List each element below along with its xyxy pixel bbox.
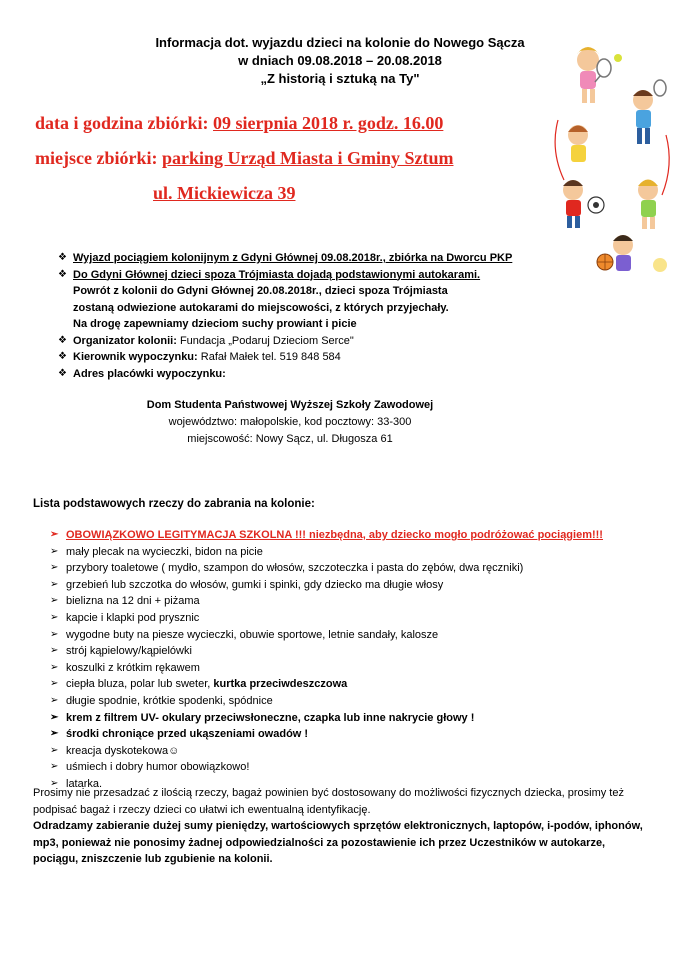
arrow-bullet-icon: ➢ <box>50 728 59 740</box>
arrow-bullet-icon: ➢ <box>50 645 59 657</box>
arrow-bullet-icon: ➢ <box>50 562 59 574</box>
meeting-street-line <box>153 183 295 204</box>
list-item <box>50 560 660 577</box>
list-item <box>50 527 660 544</box>
packing-item: środki chroniące przed ukąszeniami owadów ! <box>66 728 309 741</box>
packing-item: latarka. <box>66 777 103 790</box>
manager-label: Kierownik wypoczynku: <box>73 351 198 363</box>
address-block <box>120 397 460 448</box>
arrow-bullet-icon: ➢ <box>50 628 59 640</box>
packing-item: strój kąpielowy/kąpielówki <box>66 645 192 658</box>
list-item <box>50 627 660 644</box>
arrow-bullet-icon: ➢ <box>50 661 59 673</box>
address-name: Dom Studenta Państwowej Wyższej Szkoły Zawodowej <box>146 399 434 411</box>
packing-item: przybory toaletowe ( mydło, szampon do włosów, szczoteczka i pasta do zębów, dwa ręczniki) <box>66 562 524 575</box>
list-item <box>50 660 660 677</box>
list-item <box>50 710 660 727</box>
list-item <box>50 743 660 760</box>
meeting-place-label: miejsce zbiórki: <box>35 148 162 168</box>
children-playing-clipart <box>548 40 676 280</box>
packing-item: uśmiech i dobry humor obowiązkowo! <box>66 761 250 774</box>
packing-item: długie spodnie, krótkie spodenki, spódnice <box>66 694 273 707</box>
list-item <box>58 333 618 350</box>
list-item <box>58 366 618 383</box>
packing-list-title: Lista podstawowych rzeczy do zabrania na kolonie: <box>33 498 315 510</box>
packing-item: mały plecak na wycieczki, bidon na picie <box>66 545 263 558</box>
arrow-bullet-icon: ➢ <box>50 545 59 557</box>
packing-list <box>50 527 660 793</box>
footer-paragraph-1: Prosimy nie przesadzać z ilością rzeczy, bagaż powinien być dostosowany do możliwości fizycznych dziecka, prosimy też podpisać bagaż i rzeczy dzieci co ułatwi ich ewentualną identyfikację. <box>33 787 624 816</box>
meeting-date-value: 09 sierpnia 2018 r. godz. 16.00 <box>213 113 444 133</box>
diamond-bullet-icon: ❖ <box>58 367 67 379</box>
header-line-1: Informacja dot. wyjazdu dzieci na kolonie do Nowego Sącza <box>155 35 525 50</box>
child-head <box>577 49 599 71</box>
list-item <box>50 610 660 627</box>
list-item <box>50 544 660 561</box>
list-item <box>50 676 660 693</box>
train-departure-text: Wyjazd pociągiem kolonijnym z Gdyni Głównej 09.08.2018r., zbiórka na Dworcu PKP <box>73 252 513 264</box>
list-item <box>50 643 660 660</box>
arrow-bullet-icon: ➢ <box>50 595 59 607</box>
packing-item: kapcie i klapki pod prysznic <box>66 611 200 624</box>
manager-value: Rafał Małek tel. 519 848 584 <box>197 351 341 363</box>
packing-item: koszulki z krótkim rękawem <box>66 661 200 674</box>
meeting-date-line <box>35 113 443 134</box>
address-line-3: miejscowość: Nowy Sącz, ul. Długosza 61 <box>187 433 393 445</box>
return-line-1: Powrót z kolonii do Gdyni Głównej 20.08.2018r., dzieci spoza Trójmiasta <box>73 285 448 297</box>
jacket-prefix: ciepła bluza, polar lub sweter, <box>66 678 214 691</box>
diamond-bullet-icon: ❖ <box>58 268 67 280</box>
arrow-bullet-icon: ➢ <box>50 529 59 540</box>
list-item <box>50 693 660 710</box>
address-label: Adres placówki wypoczynku: <box>73 367 226 380</box>
packing-item: krem z filtrem UV- okulary przeciwsłoneczne, czapka lub inne nakrycie głowy ! <box>66 711 475 724</box>
arrow-bullet-icon: ➢ <box>50 578 59 590</box>
list-item <box>50 593 660 610</box>
diamond-bullet-icon: ❖ <box>58 252 67 263</box>
trip-info-list <box>58 250 618 382</box>
packing-item: grzebień lub szczotka do włosów, gumki i spinki, gdy dziecko ma długie włosy <box>66 578 444 591</box>
meeting-place-value: parking Urząd Miasta i Gminy Sztum <box>161 148 454 168</box>
diamond-bullet-icon: ❖ <box>58 334 67 346</box>
arrow-bullet-icon: ➢ <box>50 611 59 623</box>
list-item <box>50 726 660 743</box>
organizer-label: Organizator kolonii: <box>73 334 177 347</box>
jacket-bold: kurtka przeciwdeszczowa <box>213 678 348 691</box>
meeting-street: ul. Mickiewicza 39 <box>153 183 296 203</box>
list-item <box>58 250 618 267</box>
list-item <box>58 267 618 284</box>
address-line-2: województwo: małopolskie, kod pocztowy: 33-300 <box>168 416 412 428</box>
mandatory-id-text: OBOWIĄZKOWO LEGITYMACJA SZKOLNA !!! niezbędna, aby dziecko mogło podróżować pociągiem!!! <box>66 529 603 541</box>
packing-item: bielizna na 12 dni + piżama <box>66 595 200 608</box>
list-item <box>58 349 618 366</box>
arrow-bullet-icon: ➢ <box>50 694 59 706</box>
arrow-bullet-icon: ➢ <box>50 678 59 690</box>
meeting-date-label: data i godzina zbiórki: <box>35 113 214 133</box>
meeting-place-line <box>35 148 453 169</box>
list-item <box>50 759 660 776</box>
bus-transfer-text: Do Gdyni Głównej dzieci spoza Trójmiasta dojadą podstawionymi autokarami. <box>73 268 481 281</box>
diamond-bullet-icon: ❖ <box>58 351 67 362</box>
arrow-bullet-icon: ➢ <box>50 711 59 723</box>
arrow-bullet-icon: ➢ <box>50 761 59 773</box>
arrow-bullet-icon: ➢ <box>50 777 59 789</box>
list-item <box>50 577 660 594</box>
footer-paragraph-2: Odradzamy zabieranie dużej sumy pieniędzy, wartościowych sprzętów elektronicznych, laptopów, i-podów, iphonów, mp3, ponieważ nie ponosimy żadnej odpowiedzialności za pozostawienie ich przez Uczestników w autokarze, pociągu, zniszczenie lub zgubienie na kolonii. <box>33 820 643 865</box>
header-line-3: „Z historią i sztuką na Ty" <box>260 71 420 86</box>
arrow-bullet-icon: ➢ <box>50 744 59 756</box>
return-line-2: zostaną odwiezione autokarami do miejscowości, z których przyjechały. <box>73 301 449 314</box>
header-line-2: w dniach 09.08.2018 – 20.08.2018 <box>238 53 442 68</box>
packing-item: wygodne buty na piesze wycieczki, obuwie sportowe, letnie sandały, kalosze <box>66 628 439 641</box>
packing-item: kreacja dyskotekowa☺ <box>66 744 180 757</box>
organizer-value: Fundacja „Podaruj Dzieciom Serce" <box>176 334 354 347</box>
return-line-3: Na drogę zapewniamy dzieciom suchy prowiant i picie <box>73 318 357 330</box>
